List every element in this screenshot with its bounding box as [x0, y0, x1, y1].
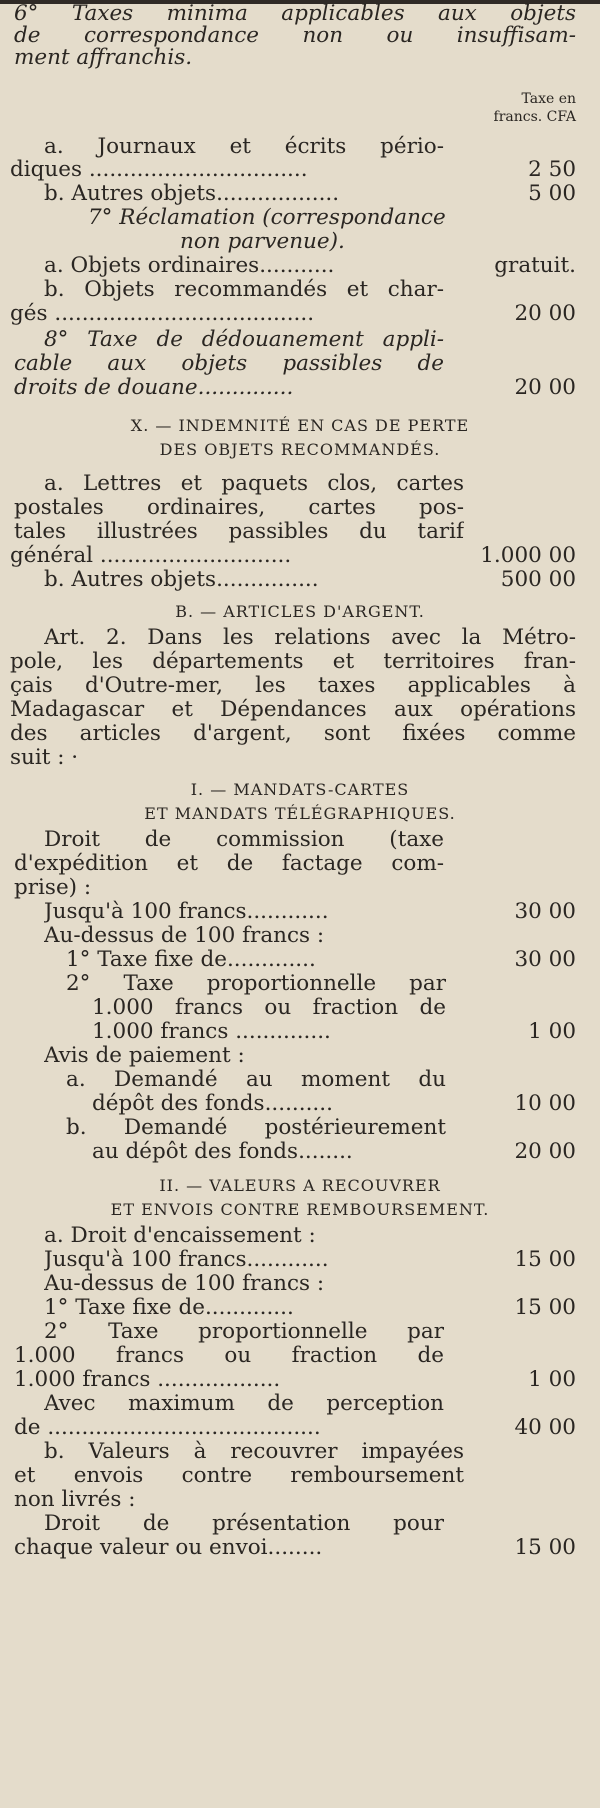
- line-text: pole, les départements et territoires fran-: [10, 649, 576, 674]
- line-text: 1.000 francs ou fraction de: [14, 1343, 444, 1368]
- text-line: [0, 1534, 600, 1562]
- line-text: 2° Taxe proportionnelle par: [44, 1319, 444, 1344]
- tariff-value: 1 00: [528, 1019, 576, 1044]
- line-text: 7° Réclamation (correspondance: [88, 205, 446, 230]
- line-text: b. Demandé postérieurement: [66, 1115, 446, 1140]
- line-text: Droit de présentation pour: [44, 1511, 444, 1536]
- line-text: suit : ·: [10, 745, 79, 770]
- line-text: B. — ARTICLES D'ARGENT.: [175, 602, 425, 621]
- line-text: 1° Taxe fixe de.............: [66, 947, 316, 972]
- tariff-value: 10 00: [514, 1091, 576, 1116]
- line-text: des articles d'argent, sont fixées comme: [10, 721, 576, 746]
- line-text: Jusqu'à 100 francs............: [44, 1247, 329, 1272]
- line-text: a. Lettres et paquets clos, cartes: [44, 471, 464, 496]
- line-text: Avec maximum de perception: [44, 1391, 444, 1416]
- line-text: Au-dessus de 100 francs :: [44, 1271, 325, 1296]
- line-text: a. Journaux et écrits pério-: [44, 134, 444, 159]
- line-text: non parvenue).: [180, 229, 345, 254]
- text-line: [0, 374, 600, 402]
- tariff-value: 40 00: [514, 1415, 576, 1440]
- line-text: b. Objets recommandés et char-: [44, 277, 444, 302]
- line-text: X. — INDEMNITÉ EN CAS DE PERTE: [130, 416, 470, 435]
- line-text: 1.000 francs ou fraction de: [92, 995, 446, 1020]
- tariff-value: 20 00: [514, 375, 576, 400]
- line-text: Droit de commission (taxe: [44, 827, 444, 852]
- line-text: 1° Taxe fixe de.............: [44, 1295, 294, 1320]
- tariff-value: 5 00: [528, 181, 576, 206]
- line-text: chaque valeur ou envoi........: [14, 1535, 323, 1560]
- line-text: tales illustrées passibles du tarif: [14, 519, 464, 544]
- tariff-value: 30 00: [514, 947, 576, 972]
- line-text: cable aux objets passibles de: [14, 351, 444, 376]
- line-text: au dépôt des fonds........: [92, 1139, 353, 1164]
- text-line: [0, 744, 600, 772]
- line-text: DES OBJETS RECOMMANDÉS.: [159, 440, 441, 459]
- line-text: de correspondance non ou insuffisam-: [14, 23, 576, 48]
- line-text: ET ENVOIS CONTRE REMBOURSEMENT.: [110, 1200, 490, 1219]
- column-header-label: francs. CFA: [493, 109, 576, 125]
- line-text: Avis de paiement :: [44, 1043, 245, 1068]
- section-heading: [0, 436, 600, 464]
- text-line: [0, 566, 600, 594]
- line-text: 6° Taxes minima applicables aux objets: [14, 1, 576, 26]
- tariff-value: 30 00: [514, 899, 576, 924]
- line-text: général ............................: [10, 543, 292, 568]
- line-text: gés ......................................: [10, 301, 315, 326]
- line-text: 2° Taxe proportionnelle par: [66, 971, 446, 996]
- line-text: droits de douane..............: [14, 375, 294, 400]
- line-text: d'expédition et de factage com-: [14, 851, 444, 876]
- line-text: Au-dessus de 100 francs :: [44, 923, 325, 948]
- line-text: postales ordinaires, cartes pos-: [14, 495, 464, 520]
- line-text: b. Valeurs à recouvrer impayées: [44, 1439, 464, 1464]
- section-heading: [0, 800, 600, 828]
- text-line: [0, 1138, 600, 1166]
- line-text: b. Autres objets...............: [44, 567, 319, 592]
- line-text: ET MANDATS TÉLÉGRAPHIQUES.: [144, 804, 456, 823]
- tariff-value: 500 00: [500, 567, 576, 592]
- tariff-value: 15 00: [514, 1295, 576, 1320]
- line-text: Madagascar et Dépendances aux opérations: [10, 697, 576, 722]
- line-text: prise) :: [14, 875, 92, 900]
- tariff-value: 2 50: [528, 157, 576, 182]
- tariff-value: 1 00: [528, 1367, 576, 1392]
- line-text: Jusqu'à 100 francs............: [44, 899, 329, 924]
- line-text: Art. 2. Dans les relations avec la Métro-: [44, 625, 576, 650]
- tariff-value: 1.000 00: [480, 543, 576, 568]
- line-text: II. — VALEURS A RECOUVRER: [159, 1176, 441, 1195]
- line-text: çais d'Outre-mer, les taxes applicables à: [10, 673, 576, 698]
- text-line: [0, 300, 600, 328]
- line-text: de ........................................: [14, 1415, 321, 1440]
- tariff-value: 20 00: [514, 301, 576, 326]
- section-heading: [0, 1196, 600, 1224]
- line-text: a. Demandé au moment du: [66, 1067, 446, 1092]
- line-text: 8° Taxe de dédouanement appli-: [44, 327, 444, 352]
- line-text: a. Objets ordinaires...........: [44, 253, 335, 278]
- line-text: 1.000 francs ..............: [92, 1019, 331, 1044]
- tariff-value: gratuit.: [494, 253, 576, 278]
- line-text: 1.000 francs ..................: [14, 1367, 281, 1392]
- text-line: [0, 44, 600, 72]
- line-text: I. — MANDATS-CARTES: [190, 780, 410, 799]
- line-text: et envois contre remboursement: [14, 1463, 464, 1488]
- line-text: ment affranchis.: [14, 45, 193, 70]
- tariff-value: 15 00: [514, 1247, 576, 1272]
- line-text: dépôt des fonds..........: [92, 1091, 333, 1116]
- line-text: b. Autres objets..................: [44, 181, 340, 206]
- line-text: a. Droit d'encaissement :: [44, 1223, 316, 1248]
- tariff-value: 15 00: [514, 1535, 576, 1560]
- line-text: diques ................................: [10, 157, 308, 182]
- tariff-value: 20 00: [514, 1139, 576, 1164]
- line-text: non livrés :: [14, 1487, 136, 1512]
- column-header-label: Taxe en: [521, 91, 576, 107]
- section-heading: [0, 598, 600, 626]
